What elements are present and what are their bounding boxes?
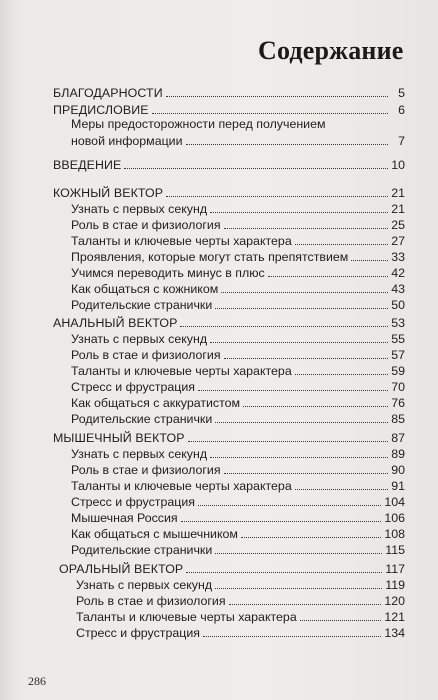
toc-entry: Родительские странички 50 xyxy=(71,298,405,312)
page-title: Содержание xyxy=(258,36,404,65)
toc-entry-introduction: ВВЕДЕНИЕ 10 xyxy=(53,158,405,172)
toc-entry: Мышечная Россия 106 xyxy=(71,511,405,525)
toc-entry-muscle-vector: МЫШЕЧНЫЙ ВЕКТОР 87 xyxy=(53,431,405,445)
toc-entry: Стресс и фрустрация 70 xyxy=(71,380,405,394)
toc-entry-skin-vector: КОЖНЫЙ ВЕКТОР 21 xyxy=(53,186,405,200)
toc-entry: Таланты и ключевые черты характера 121 xyxy=(76,610,405,624)
toc-entry-precautions: новой информации 7 xyxy=(71,134,405,148)
toc-entry-acknowledgements: БЛАГОДАРНОСТИ 5 xyxy=(53,86,405,100)
toc-entry: Узнать с первых секунд 119 xyxy=(76,578,405,592)
toc-entry: Роль в стае и физиология 120 xyxy=(76,594,405,608)
toc-entry: Родительские странички 115 xyxy=(71,543,405,557)
toc-entry-oral-vector: ОРАЛЬНЫЙ ВЕКТОР 117 xyxy=(59,562,405,576)
toc-entry: Узнать с первых секунд 89 xyxy=(71,447,405,461)
toc-entry-precautions-line1: Меры предосторожности перед получением xyxy=(71,117,326,131)
toc-entry: Родительские странички 85 xyxy=(71,412,405,426)
toc-entry: Таланты и ключевые черты характера 91 xyxy=(71,479,405,493)
toc-entry: Таланты и ключевые черты характера 27 xyxy=(71,234,405,248)
toc-entry-preface: ПРЕДИСЛОВИЕ 6 xyxy=(53,103,405,117)
toc-entry: Учимся переводить минус в плюс 42 xyxy=(71,266,405,280)
toc-entry-anal-vector: АНАЛЬНЫЙ ВЕКТОР 53 xyxy=(53,316,405,330)
toc-entry: Роль в стае и физиология 90 xyxy=(71,463,405,477)
toc-entry: Роль в стае и физиология 25 xyxy=(71,218,405,232)
toc-entry: Роль в стае и физиология 57 xyxy=(71,348,405,362)
toc-entry: Таланты и ключевые черты характера 59 xyxy=(71,364,405,378)
page-number: 286 xyxy=(28,674,46,688)
toc-entry: Как общаться с мышечником 108 xyxy=(71,527,405,541)
toc-entry: Стресс и фрустрация 134 xyxy=(76,626,405,640)
toc-entry: Узнать с первых секунд 55 xyxy=(71,332,405,346)
toc-entry: Как общаться с аккуратистом 76 xyxy=(71,396,405,410)
toc-entry: Как общаться с кожником 43 xyxy=(71,282,405,296)
toc-entry: Узнать с первых секунд 21 xyxy=(71,202,405,216)
toc-entry: Проявления, которые могут стать препятствием 33 xyxy=(71,250,405,264)
toc-entry: Стресс и фрустрация 104 xyxy=(71,495,405,509)
